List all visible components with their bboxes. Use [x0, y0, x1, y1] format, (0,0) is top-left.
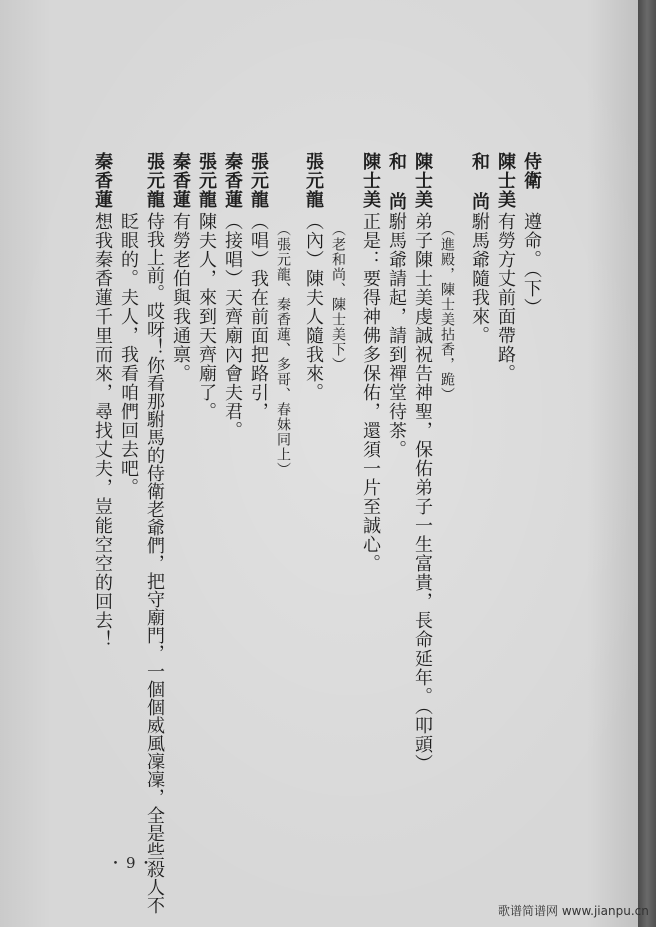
dialogue-text: 弟子陳士美虔誠祝告神聖，保佑弟子一生富貴，長命延年。（叩頭）	[412, 212, 433, 773]
dialogue-text: 侍我上前。哎呀！你看那駙馬的侍衛老爺們，把守廟門，一個個威風凜凜，全是些殺人不	[144, 212, 165, 914]
dialogue-text: 駙馬爺隨我來。	[469, 212, 490, 345]
dialogue-text: 陳夫人，來到天齊廟了。	[196, 212, 217, 421]
speaker-name: 陳士美	[412, 152, 433, 209]
speaker-name: 和尚	[386, 152, 407, 232]
page-edge-shadow	[638, 0, 656, 927]
dialogue-text: 有勞方丈前面帶路。	[495, 212, 516, 383]
speaker-name: 秦香蓮	[92, 152, 113, 209]
speaker-name: 張元龍	[144, 152, 165, 209]
watermark: 歌谱简谱网 www.jianpu.cn	[498, 904, 649, 918]
dialogue-text: 遵命。（下）	[521, 212, 542, 317]
dialogue-text: 駙馬爺請起，請到禪堂待茶。	[386, 212, 407, 459]
speaker-name: 張元龍	[196, 152, 217, 209]
speaker-name: 張元龍	[248, 152, 269, 209]
dialogue-text: （內）陳夫人隨我來。	[303, 212, 324, 402]
speaker-name: 陳士美	[495, 152, 516, 209]
speaker-name: 和尚	[469, 152, 490, 232]
speaker-name: 張元龍	[303, 152, 324, 209]
speaker-name: 陳士美	[360, 152, 381, 209]
stage-direction: （張元龍、秦香蓮、多哥、春妹同上）	[275, 222, 291, 477]
dialogue-text: 正是：要得神佛多保佑，還須一片至誠心。	[360, 212, 381, 573]
dialogue-text: （唱）我在前面把路引，	[248, 212, 269, 421]
dialogue-text: 眨眼的。夫人，我看咱們回去吧。	[118, 212, 139, 497]
page-number: ・9・	[108, 854, 157, 872]
speaker-name: 秦香蓮	[170, 152, 191, 209]
dialogue-text: （接唱）天齊廟內會夫君。	[222, 212, 243, 440]
dialogue-text: 想我秦香蓮千里而來，尋找丈夫，豈能空空的回去！	[92, 212, 113, 649]
stage-direction: （老和尚、陳士美下）	[330, 222, 346, 372]
dialogue-text: 有勞老伯與我通禀。	[170, 212, 191, 383]
speaker-name: 秦香蓮	[222, 152, 243, 209]
stage-direction: （進殿，陳士美拈香，跪）	[439, 222, 455, 402]
speaker-name: 侍衛	[521, 152, 542, 190]
